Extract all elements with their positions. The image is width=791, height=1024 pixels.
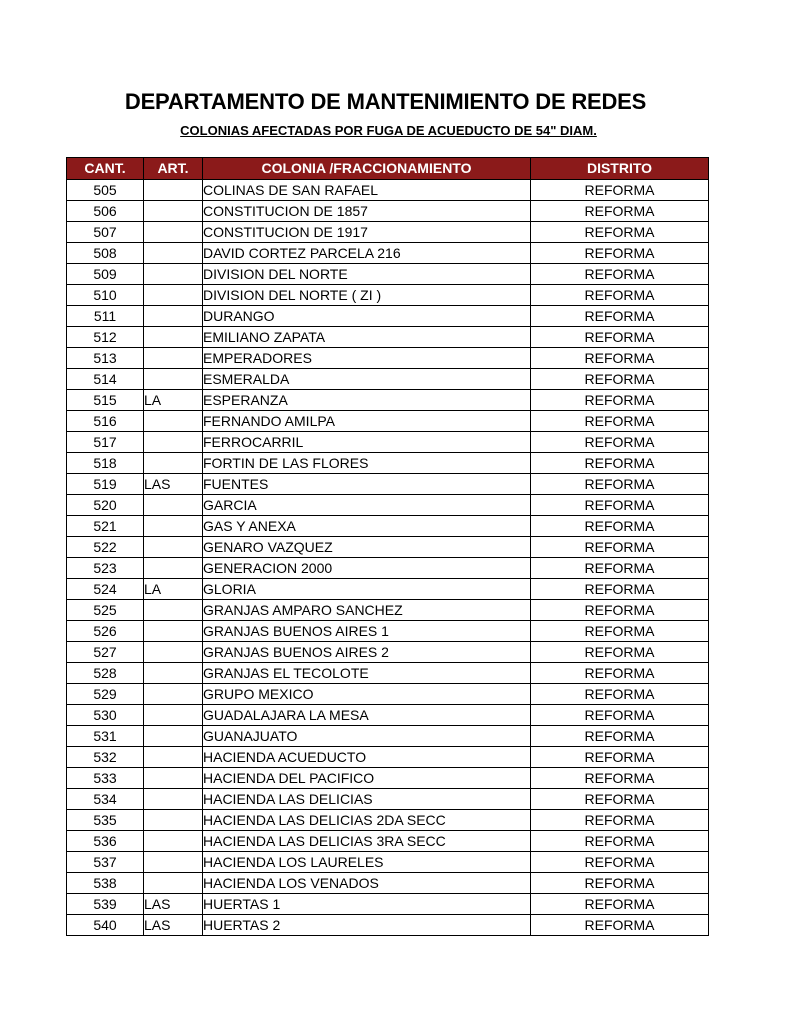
table-row [67,180,709,201]
header-art: ART. [144,158,203,180]
cell-art: LAS [144,915,203,936]
table-row [67,663,709,684]
cell-distrito: REFORMA [531,453,709,474]
header-cant: CANT. [67,158,144,180]
cell-art [144,810,203,831]
cell-cant: 529 [67,684,144,705]
cell-colonia: HUERTAS 1 [203,894,531,915]
cell-colonia: GLORIA [203,579,531,600]
cell-cant: 539 [67,894,144,915]
cell-colonia: GAS Y ANEXA [203,516,531,537]
cell-colonia: ESMERALDA [203,369,531,390]
cell-cant: 512 [67,327,144,348]
cell-cant: 509 [67,264,144,285]
cell-art [144,642,203,663]
cell-art [144,201,203,222]
cell-colonia: HACIENDA ACUEDUCTO [203,747,531,768]
table-row [67,894,709,915]
cell-distrito: REFORMA [531,432,709,453]
cell-art [144,621,203,642]
cell-art: LA [144,579,203,600]
cell-colonia: DURANGO [203,306,531,327]
cell-art [144,285,203,306]
table-row [67,243,709,264]
cell-distrito: REFORMA [531,306,709,327]
cell-cant: 535 [67,810,144,831]
cell-colonia: GRANJAS BUENOS AIRES 1 [203,621,531,642]
cell-colonia: GENARO VAZQUEZ [203,537,531,558]
cell-colonia: HUERTAS 2 [203,915,531,936]
cell-distrito: REFORMA [531,369,709,390]
cell-cant: 532 [67,747,144,768]
cell-cant: 526 [67,621,144,642]
table-row [67,327,709,348]
header-colonia: COLONIA /FRACCIONAMIENTO [203,158,531,180]
cell-cant: 510 [67,285,144,306]
cell-distrito: REFORMA [531,285,709,306]
cell-distrito: REFORMA [531,474,709,495]
table-row [67,222,709,243]
cell-distrito: REFORMA [531,222,709,243]
cell-cant: 506 [67,201,144,222]
cell-distrito: REFORMA [531,264,709,285]
cell-cant: 523 [67,558,144,579]
cell-art [144,852,203,873]
table-row [67,621,709,642]
cell-distrito: REFORMA [531,348,709,369]
cell-art [144,537,203,558]
cell-colonia: HACIENDA LOS LAURELES [203,852,531,873]
colonias-table [66,157,709,936]
table-row [67,579,709,600]
cell-colonia: HACIENDA LAS DELICIAS 3RA SECC [203,831,531,852]
cell-art [144,411,203,432]
cell-distrito: REFORMA [531,768,709,789]
cell-cant: 531 [67,726,144,747]
cell-art: LAS [144,894,203,915]
cell-cant: 519 [67,474,144,495]
cell-distrito: REFORMA [531,243,709,264]
cell-colonia: FUENTES [203,474,531,495]
cell-colonia: ESPERANZA [203,390,531,411]
cell-distrito: REFORMA [531,642,709,663]
cell-cant: 507 [67,222,144,243]
table-row [67,915,709,936]
cell-distrito: REFORMA [531,390,709,411]
cell-colonia: HACIENDA LAS DELICIAS [203,789,531,810]
cell-colonia: HACIENDA LOS VENADOS [203,873,531,894]
cell-cant: 521 [67,516,144,537]
cell-colonia: COLINAS DE SAN RAFAEL [203,180,531,201]
table-row [67,852,709,873]
cell-cant: 508 [67,243,144,264]
table-row [67,600,709,621]
table-row [67,810,709,831]
table-row [67,432,709,453]
cell-cant: 517 [67,432,144,453]
table-row [67,348,709,369]
cell-colonia: CONSTITUCION DE 1917 [203,222,531,243]
cell-colonia: FERNANDO AMILPA [203,411,531,432]
table-row [67,558,709,579]
cell-art [144,369,203,390]
cell-art [144,264,203,285]
cell-cant: 530 [67,705,144,726]
cell-art [144,726,203,747]
cell-distrito: REFORMA [531,894,709,915]
cell-art [144,348,203,369]
cell-colonia: EMILIANO ZAPATA [203,327,531,348]
cell-cant: 540 [67,915,144,936]
cell-art [144,747,203,768]
cell-art [144,768,203,789]
cell-art [144,516,203,537]
header-distrito: DISTRITO [531,158,709,180]
document-subtitle: COLONIAS AFECTADAS POR FUGA DE ACUEDUCTO DE 54" DIAM. [180,123,597,138]
cell-art [144,789,203,810]
cell-distrito: REFORMA [531,915,709,936]
cell-cant: 538 [67,873,144,894]
cell-cant: 533 [67,768,144,789]
table-row [67,726,709,747]
cell-colonia: DIVISION DEL NORTE [203,264,531,285]
cell-art [144,600,203,621]
cell-colonia: CONSTITUCION DE 1857 [203,201,531,222]
cell-colonia: GUANAJUATO [203,726,531,747]
cell-cant: 528 [67,663,144,684]
table-row [67,201,709,222]
cell-distrito: REFORMA [531,495,709,516]
table-body [67,180,709,936]
cell-distrito: REFORMA [531,579,709,600]
cell-art [144,327,203,348]
table-row [67,306,709,327]
cell-cant: 513 [67,348,144,369]
table-row [67,264,709,285]
table-row [67,285,709,306]
cell-art [144,495,203,516]
cell-colonia: HACIENDA LAS DELICIAS 2DA SECC [203,810,531,831]
cell-cant: 524 [67,579,144,600]
cell-art [144,432,203,453]
table-header [67,158,709,180]
cell-cant: 518 [67,453,144,474]
table-row [67,705,709,726]
cell-distrito: REFORMA [531,810,709,831]
cell-art [144,558,203,579]
cell-cant: 505 [67,180,144,201]
cell-distrito: REFORMA [531,600,709,621]
cell-distrito: REFORMA [531,747,709,768]
cell-distrito: REFORMA [531,201,709,222]
table-row [67,789,709,810]
cell-distrito: REFORMA [531,537,709,558]
cell-cant: 536 [67,831,144,852]
table-row [67,453,709,474]
cell-colonia: DIVISION DEL NORTE ( ZI ) [203,285,531,306]
cell-distrito: REFORMA [531,663,709,684]
cell-distrito: REFORMA [531,831,709,852]
cell-distrito: REFORMA [531,516,709,537]
cell-art [144,663,203,684]
cell-distrito: REFORMA [531,873,709,894]
cell-art: LA [144,390,203,411]
table-row [67,495,709,516]
cell-colonia: GRUPO MEXICO [203,684,531,705]
cell-cant: 534 [67,789,144,810]
cell-art [144,222,203,243]
cell-art [144,453,203,474]
table-row [67,516,709,537]
table-row [67,411,709,432]
cell-distrito: REFORMA [531,684,709,705]
cell-colonia: GRANJAS EL TECOLOTE [203,663,531,684]
cell-colonia: GRANJAS BUENOS AIRES 2 [203,642,531,663]
cell-cant: 522 [67,537,144,558]
cell-distrito: REFORMA [531,621,709,642]
cell-distrito: REFORMA [531,327,709,348]
table-row [67,768,709,789]
cell-cant: 516 [67,411,144,432]
cell-art [144,306,203,327]
cell-cant: 527 [67,642,144,663]
cell-cant: 520 [67,495,144,516]
cell-distrito: REFORMA [531,705,709,726]
cell-colonia: FORTIN DE LAS FLORES [203,453,531,474]
cell-cant: 515 [67,390,144,411]
cell-art [144,705,203,726]
cell-art: LAS [144,474,203,495]
document-title: DEPARTAMENTO DE MANTENIMIENTO DE REDES [124,89,647,114]
cell-art [144,684,203,705]
cell-colonia: HACIENDA DEL PACIFICO [203,768,531,789]
table-row [67,537,709,558]
cell-distrito: REFORMA [531,411,709,432]
cell-cant: 525 [67,600,144,621]
cell-art [144,831,203,852]
cell-distrito: REFORMA [531,789,709,810]
table-row [67,747,709,768]
cell-colonia: FERROCARRIL [203,432,531,453]
cell-distrito: REFORMA [531,180,709,201]
cell-cant: 537 [67,852,144,873]
cell-cant: 511 [67,306,144,327]
cell-distrito: REFORMA [531,558,709,579]
cell-distrito: REFORMA [531,726,709,747]
cell-distrito: REFORMA [531,852,709,873]
table-row [67,642,709,663]
cell-colonia: GUADALAJARA LA MESA [203,705,531,726]
cell-colonia: GARCIA [203,495,531,516]
cell-colonia: DAVID CORTEZ PARCELA 216 [203,243,531,264]
header-row [67,158,709,180]
table-row [67,873,709,894]
cell-art [144,180,203,201]
table-row [67,474,709,495]
cell-colonia: EMPERADORES [203,348,531,369]
cell-art [144,873,203,894]
cell-cant: 514 [67,369,144,390]
cell-colonia: GRANJAS AMPARO SANCHEZ [203,600,531,621]
table-row [67,390,709,411]
table-row [67,369,709,390]
cell-art [144,243,203,264]
cell-colonia: GENERACION 2000 [203,558,531,579]
table-row [67,684,709,705]
table-row [67,831,709,852]
